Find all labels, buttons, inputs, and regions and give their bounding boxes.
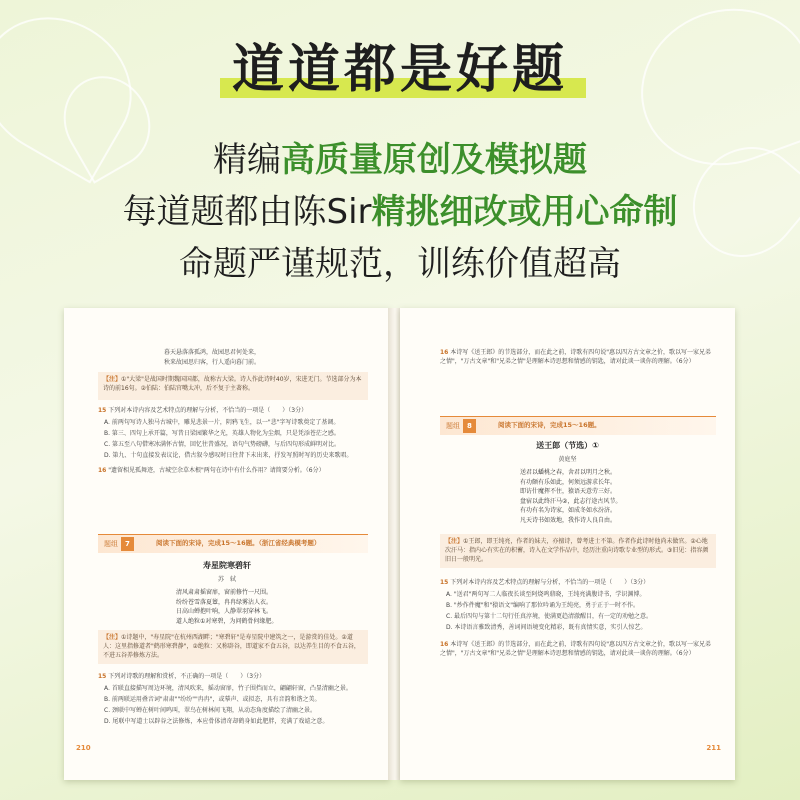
- tagline-2-highlight: 精挑细改或用心命制: [371, 192, 678, 232]
- question-number: 16: [440, 349, 449, 356]
- note-text: ①王郎，即王纯亮，作者的妹夫，亦擅诗，曾考进士不第。作者作此诗时他尚未做官。②心地次汗马：指内心有实在的积蓄，诗入在文学作品中，经历注重向诗歌专业型的形式。③旧见：指容颜旧日一般明光。: [445, 538, 709, 563]
- poem-author: 苏 轼: [217, 576, 236, 583]
- group-number: 7: [121, 537, 134, 551]
- note-tag: 【注】: [103, 376, 122, 383]
- title-block: [214, 38, 586, 102]
- question-number: 16: [440, 641, 449, 648]
- option-c: C. 颈联中写蝉在树叶间鸣叫，翠鸟在树林间飞翔，从动态角度描绘了清幽之景。: [104, 707, 317, 714]
- note-text: ①"大梁"是战国时期魏国国都，故称古大梁。诗人作此诗时40岁，宋进无门。节选部分为本诗的前16句。②伯陆：伯陆官嘴太冲，后不复于主著称。: [103, 376, 362, 392]
- group-task: 阅读下面的宋诗，完成15～16题。（浙江省经典模考题）: [156, 539, 321, 547]
- option-c: C. 第五至八句借寒冰满怀古情，回忆往昔盛况，语句气势磅礴，与后四句形成鲜明对比。: [104, 441, 341, 448]
- option-a: A. 首联直接描写周边环境，清风吹来，摇动窗扉，竹子围挡而立，翩翩轩窗，凸显清幽之景。: [104, 685, 352, 692]
- tagline-2: [0, 190, 800, 234]
- tagline-1-prefix: 精编: [213, 140, 281, 180]
- question-number: 16: [98, 467, 107, 474]
- poem-verse-line: 有功有名为诗家，如成冬如水汾济。: [520, 507, 617, 515]
- poem-verse-line: 送君以蟠桃之春，舍君以明月之秋。: [520, 469, 617, 476]
- option-b: B. 第三、四句上承开篇，写昔日梁园繁华之光，英雄人物化为尘烟，只是凭添苍茫之感。: [104, 430, 340, 437]
- question-16: [440, 640, 716, 658]
- right-page: [400, 308, 735, 780]
- question-15: [98, 672, 368, 681]
- option-d: D. 尾联中写道士以辟谷之法修炼，本应骨体清奇却鹤身如此肥胖，充满了戏谑之意。: [104, 718, 329, 725]
- group-task: 阅读下面的宋诗，完成15～16题。: [498, 421, 601, 429]
- tagline-3: 命题严谨规范，训练价值超高: [179, 244, 621, 284]
- option-a: A. "送君"两句写二人临夜长谈至阿烧鸣鼎晓，王纯亮满腹诗书，学识渊博。: [446, 591, 646, 598]
- poem-verse-line: 即访什魔挥不住，猿语天意劳三好。: [520, 488, 617, 496]
- group-label: 题组: [446, 422, 460, 430]
- group-header: [98, 534, 368, 553]
- group-badge: [104, 537, 134, 551]
- poem-author: 黄庭坚: [558, 456, 577, 463]
- poem-title: 送王郎（节选）①: [536, 441, 599, 450]
- option-c: C. 最后四句与第十二句行任真淳境，使满更趋清澈醒目，有一定的劝勉之意。: [446, 613, 653, 620]
- page-number: 211: [706, 744, 721, 752]
- poem-verse-line: 纷纷苍雪落夏簟，冉冉绿雾沾人衣。: [176, 598, 273, 606]
- poem-verse-line: 有功颇有乐如此，何须远游求长年。: [520, 478, 617, 486]
- page-number: 210: [76, 744, 91, 752]
- page-title: 道道都是好题: [231, 40, 568, 100]
- group-badge: [446, 419, 476, 433]
- option-d: D. 本诗语言雅致清秀，善词间语境变化精彩，既有真情实意，实引人惊艺。: [446, 624, 647, 631]
- poem-verse-line: 盘宿以此终汗马②，此志行途古风节。: [520, 497, 622, 505]
- note-block: [440, 534, 716, 568]
- option-b: B. "炒作件魔"和"猿语文"编响了那位吟诵为王纯亮，勇于正于一时不作。: [446, 602, 639, 609]
- tagline-2-prefix: 每道题都由陈Sir: [122, 192, 372, 232]
- left-page: [64, 308, 390, 780]
- poem-title: 寿星院寒碧轩: [203, 561, 251, 570]
- poem-verse-line: 清风肃肃摇窗扉，窗前修竹一尺围。: [176, 589, 273, 596]
- question-number: 15: [98, 673, 107, 680]
- question-text: 下列对诗歌的理解和赏析，不正确的一项是（ ）（3分）: [108, 673, 266, 680]
- question-text: 下列对本诗内容及艺术特点的理解与分析，不恰当的一项是（ ）（3分）: [108, 407, 308, 414]
- option-d: D. 第九、十句直接发表议论，借古叙今感叹时日往昔下未出来，抒发写照时写的历史来歌唱。: [104, 452, 353, 459]
- poem-verse-line: 日高山蝉抱叶响，人静翠羽穿林飞。: [176, 608, 273, 616]
- group-number: 8: [463, 419, 476, 433]
- note-tag: 【注】: [445, 538, 464, 545]
- question-text: "遗留相见孤舞迹，古城空余草木根"两句在诗中有什么作用？请简要分析。（6分）: [108, 467, 325, 474]
- question-text: 下列对本诗内容及艺术特点的理解与分析，不恰当的一项是（ ）（3分）: [450, 579, 650, 586]
- question-text: 本诗写《送王郎》的节选部分，而在此之前，诗歌有四句说"惠以四方古文章之价，歌以写一家兄弟之情"，"万古文章"和"兄弟之情"是理解本诗思想和情感的钥匙，请对此谈一谈你的理解。（6分）: [440, 641, 712, 657]
- question-15: [440, 578, 716, 587]
- hero-banner: [0, 0, 800, 300]
- group-header: [440, 416, 716, 435]
- note-text: ①诗题中，"寿星院"在杭州西湖畔；"寒碧轩"是寿星院中建筑之一，是游赏的佳处。②道人：这里指修道者"鹤形寒碧静"，②绝粒：又称辟谷，即道家不食五谷，以达养生目的不食五谷，不进五谷养修炼方法。: [103, 634, 360, 659]
- question-text: 本诗写《送王郎》的节选部分，而在此之前，诗歌有四句说"惠以四方古文章之价，歌以写一家兄弟之情"，"万古文章"和"兄弟之情"是理解本诗思想和情感的钥匙，请对此谈一谈你的理解。（6分）: [440, 349, 712, 365]
- group-label: 题组: [104, 540, 118, 548]
- option-a: A. 前两句写诗人独马古城中，雕见悲景一片，阴鸦飞生，以一"悲"字写诗歌奠定了基调。: [104, 419, 340, 426]
- poem-verses: [520, 468, 720, 526]
- note-tag: 【注】: [103, 634, 122, 641]
- poem-verses: [176, 588, 376, 626]
- question-number: 15: [98, 407, 107, 414]
- top-verse-1: 暮天悬落落孤鸿，故园思君何处来，: [164, 349, 261, 356]
- top-verse-2: 秋来故园思归客，行人遥向暮门前。: [164, 359, 261, 366]
- tagline-1: [0, 138, 800, 182]
- option-b: B. 前两联运用叠音词"肃肃""纷纷""冉冉"，或摹声、或拟态，具有音韵和谐之美。: [104, 696, 321, 703]
- note-block: [98, 630, 368, 664]
- question-15: [98, 406, 368, 415]
- question-16: [440, 348, 716, 366]
- question-16: [98, 466, 368, 475]
- poem-verse-line: 道人绝粒①对寒碧，为问鹤骨何缘肥。: [176, 617, 278, 625]
- poem-verse-line: 凡天诗书如效地，我作诗人良自由。: [520, 516, 617, 524]
- question-number: 15: [440, 579, 449, 586]
- tagline-1-highlight: 高质量原创及模拟题: [281, 140, 587, 180]
- note-block: [98, 372, 368, 400]
